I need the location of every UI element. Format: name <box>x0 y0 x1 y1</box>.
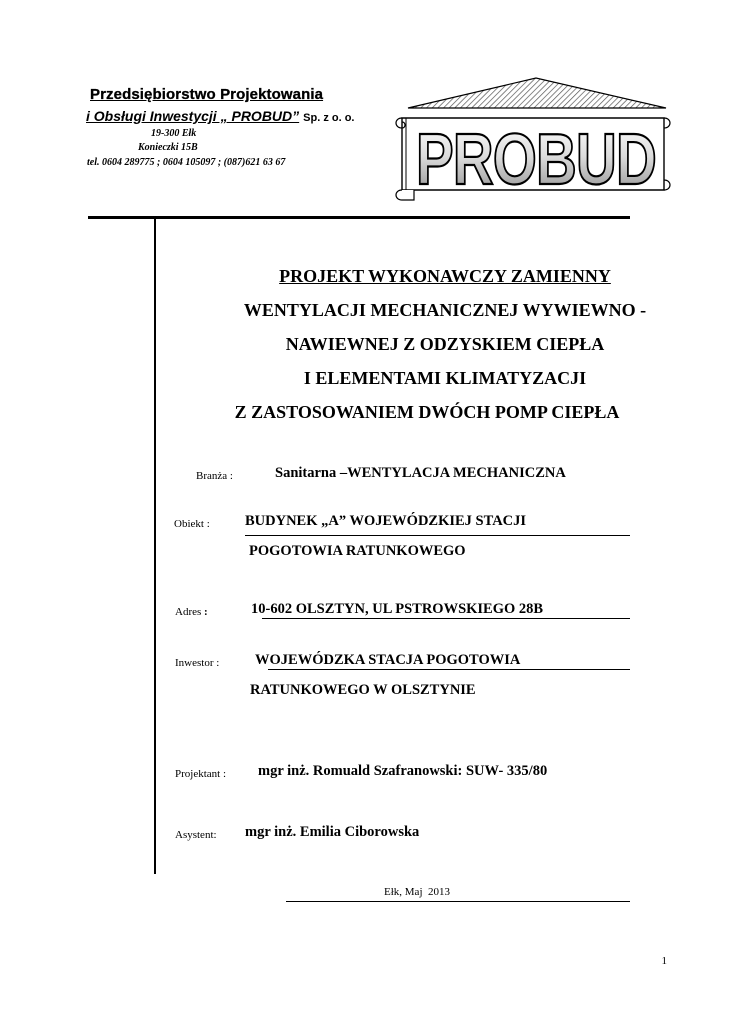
obiekt-value-line1: BUDYNEK „A” WOJEWÓDZKIEJ STACJI <box>245 513 527 529</box>
company-postal: 19-300 Ełk <box>151 128 197 139</box>
company-name-line1: Przedsiębiorstwo Projektowania <box>90 86 324 103</box>
title-line5: Z ZASTOSOWANIEM DWÓCH POMP CIEPŁA <box>234 402 620 422</box>
projektant-label: Projektant : <box>175 768 227 780</box>
logo-text: PROBUD <box>416 120 656 200</box>
adres-value: 10-602 OLSZTYN, UL PSTROWSKIEGO 28B <box>251 601 544 617</box>
place-date: Ełk, Maj 2013 <box>384 886 450 898</box>
title-line4: I ELEMENTAMI KLIMATYZACJI <box>303 368 587 388</box>
title-line3: NAWIEWNEJ Z ODZYSKIEM CIEPŁA <box>285 334 605 354</box>
asystent-value: mgr inż. Emilia Ciborowska <box>245 824 420 840</box>
company-name-line2-prefix: i Obsługi Inwestycji „ PROBUD” <box>86 108 300 124</box>
inwestor-underline <box>268 669 630 670</box>
branza-value: Sanitarna –WENTYLACJA MECHANICZNA <box>275 465 566 481</box>
logo-roof-shape <box>408 78 666 108</box>
adres-label: Adres : <box>175 606 208 618</box>
obiekt-underline <box>245 535 630 536</box>
header-rule <box>88 216 630 219</box>
probud-logo <box>390 76 680 204</box>
title-line2: WENTYLACJI MECHANICZNEJ WYWIEWNO - <box>243 300 647 320</box>
company-legal-form: Sp. z o. o. <box>303 112 355 124</box>
margin-rule <box>154 218 156 874</box>
company-name-line2 <box>86 108 355 124</box>
obiekt-value-line2: POGOTOWIA RATUNKOWEGO <box>249 543 466 559</box>
adres-underline <box>262 618 630 619</box>
inwestor-value-line1: WOJEWÓDZKA STACJA POGOTOWIA <box>255 652 521 668</box>
page-number: 1 <box>661 955 667 967</box>
company-phones: tel. 0604 289775 ; 0604 105097 ; (087)621 63 67 <box>87 157 286 168</box>
footer-underline <box>286 901 630 902</box>
projektant-value: mgr inż. Romuald Szafranowski: SUW- 335/80 <box>258 763 548 779</box>
obiekt-label: Obiekt : <box>174 518 210 530</box>
branza-label: Branża : <box>196 470 233 482</box>
inwestor-label: Inwestor : <box>175 657 220 669</box>
company-street: Konieczki 15B <box>138 142 198 153</box>
inwestor-value-line2: RATUNKOWEGO W OLSZTYNIE <box>250 682 476 698</box>
asystent-label: Asystent: <box>175 829 217 841</box>
title-line1: PROJEKT WYKONAWCZY ZAMIENNY <box>279 266 611 286</box>
